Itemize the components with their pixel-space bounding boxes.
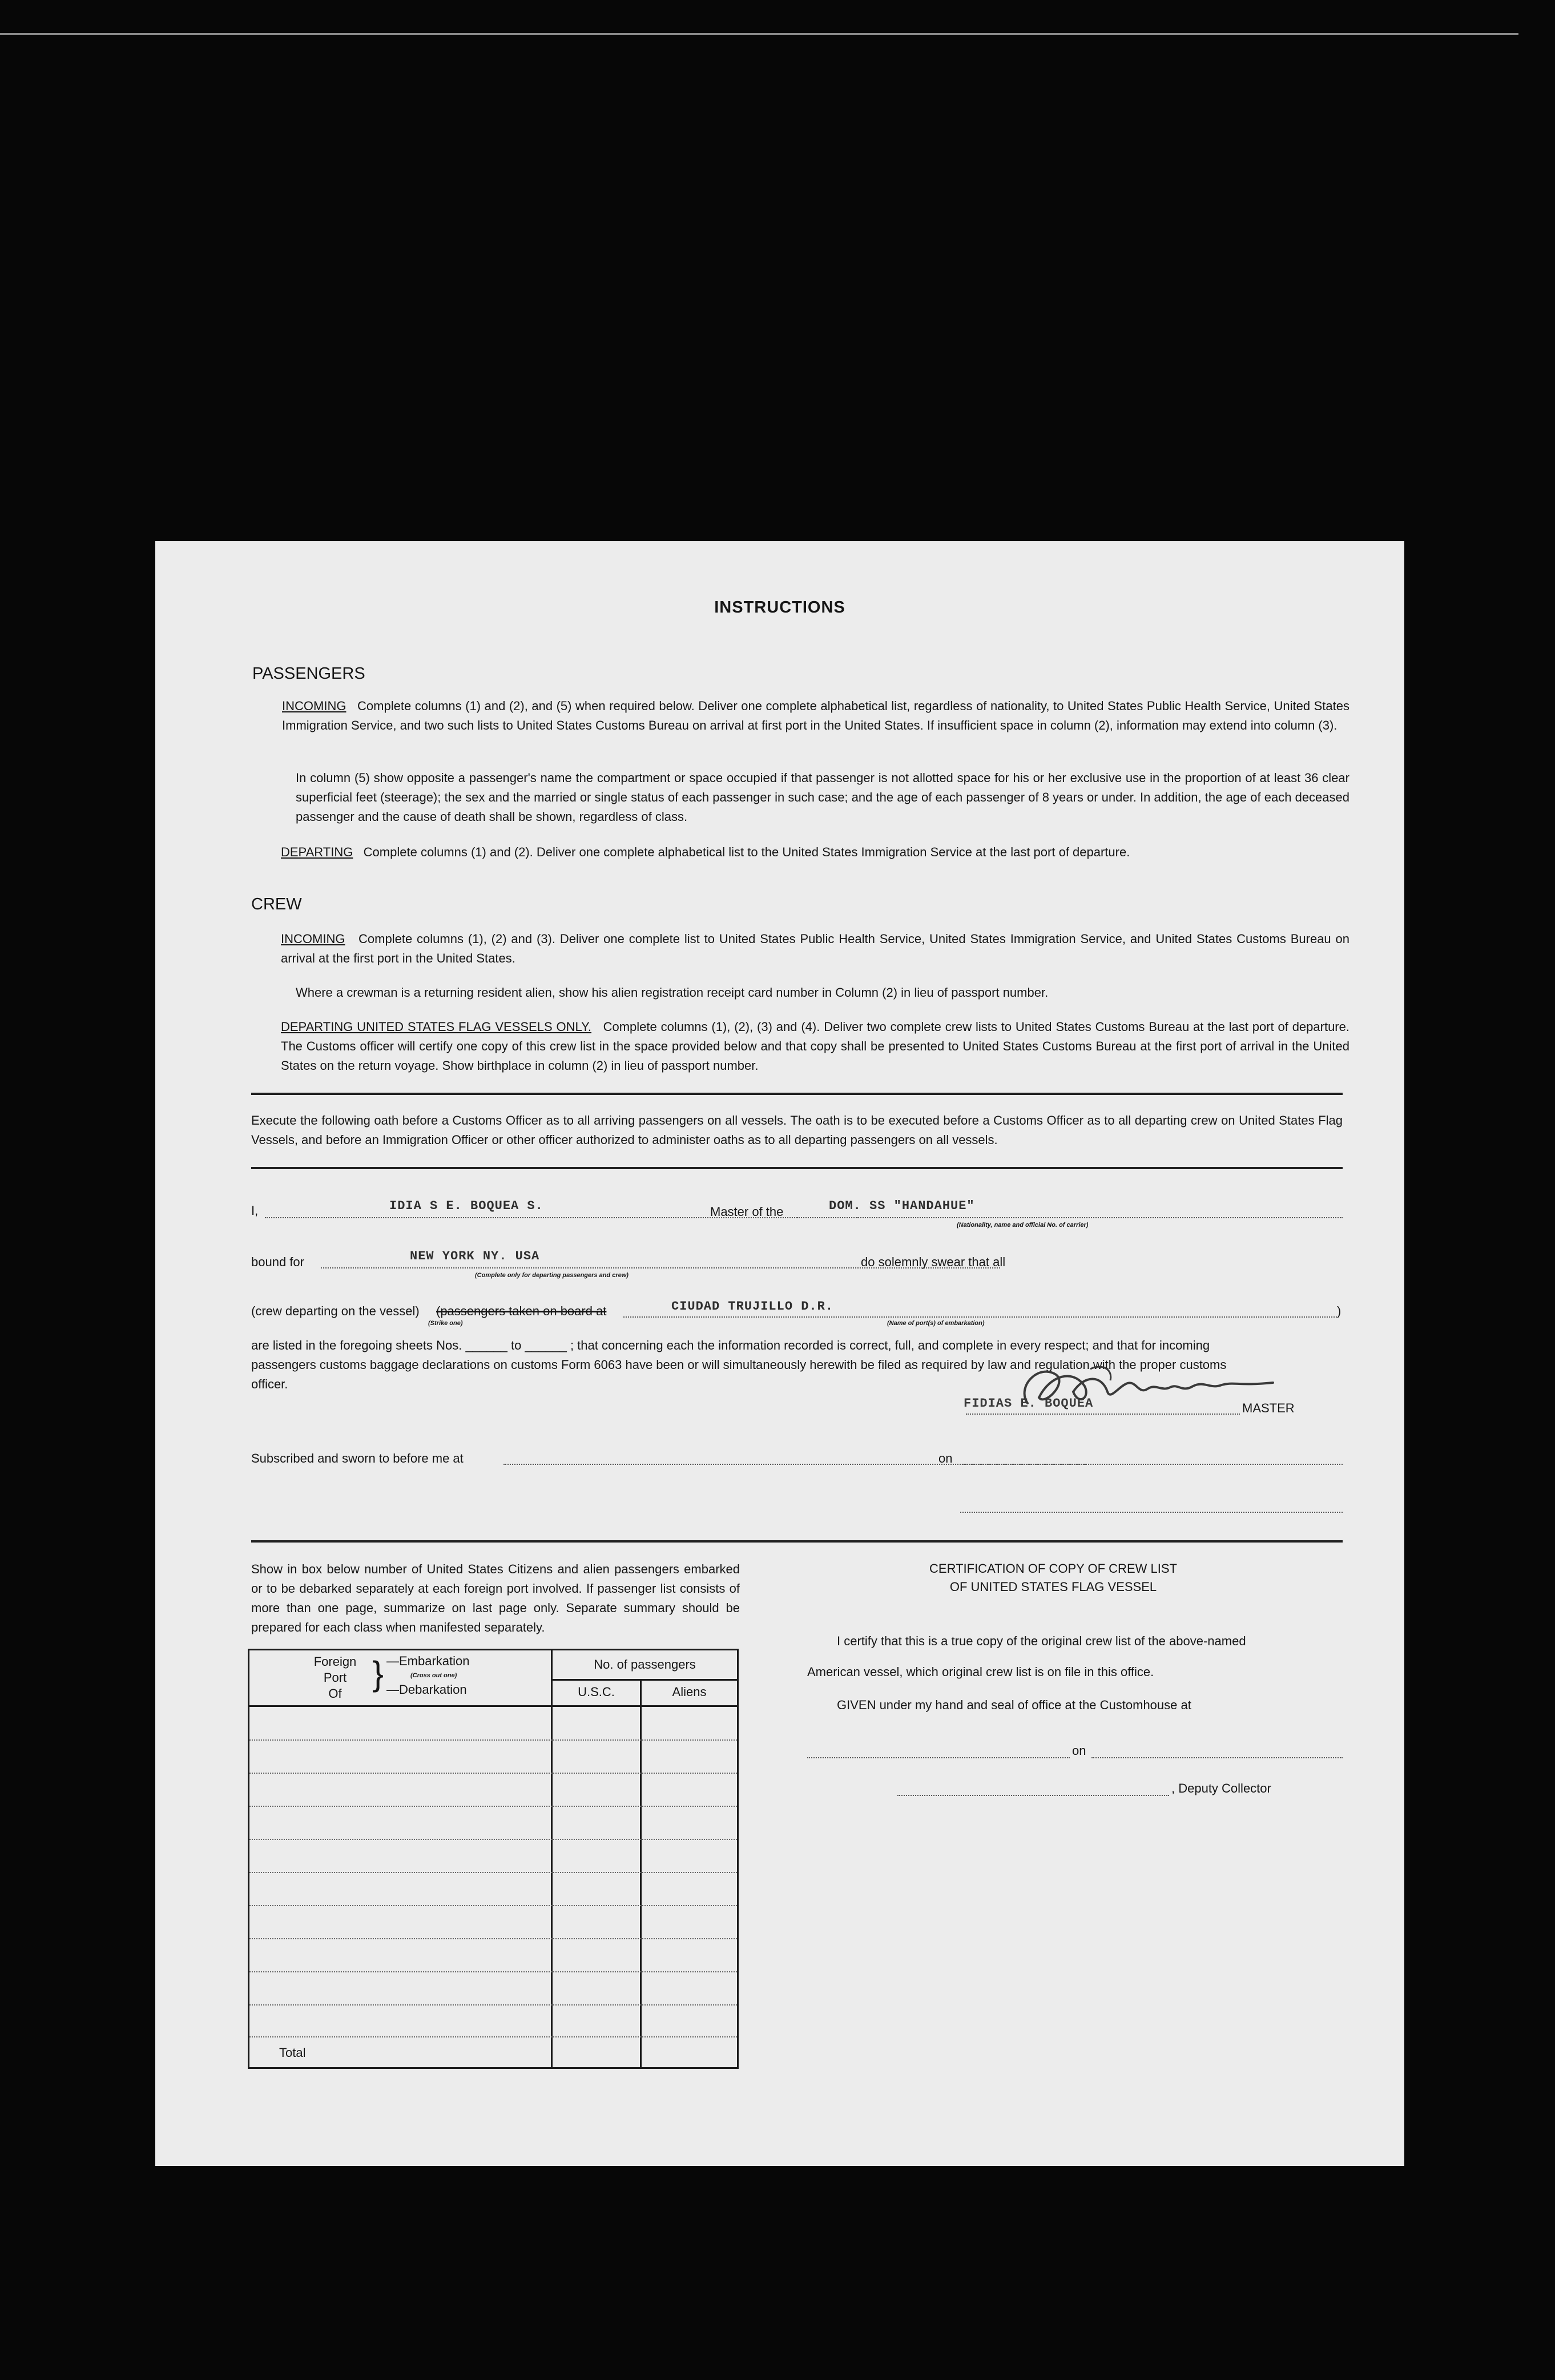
crew-alien-note: Where a crewman is a returning resident alien, show his alien registration receipt card number in Column (2) in lieu of passport number.	[296, 985, 1049, 1000]
divider	[251, 1093, 1343, 1095]
divider	[251, 1540, 1343, 1543]
table-row-line	[249, 1905, 737, 1906]
summary-instruction: Show in box below number of United States Citizens and alien passengers embarked or to be debarked separately at each foreign port involved. If passenger list consists of more than one page, summarize on last page only. Separate summary should be prepared for each class when manifested separately.	[251, 1562, 740, 1634]
officer-line	[960, 1512, 1343, 1513]
vessel-value: DOM. SS "HANDAHUE"	[829, 1199, 975, 1213]
passengers-departing	[281, 843, 1348, 862]
table-header-rule	[249, 1705, 737, 1707]
oath-i-label: I,	[251, 1203, 259, 1218]
passengers-incoming-text: Complete columns (1) and (2), and (5) when required below. Deliver one complete alphabetical list, regardless of nationality, to United States Public Health Service, United States Immigration Service, and two such lists to United States Customs Bureau on arrival at first port in the United States. If insufficient space in column (2), information may extend into column (3).	[282, 699, 1349, 732]
table-brace: }	[372, 1654, 384, 1693]
passengers-column5: In column (5) show opposite a passenger's name the compartment or space occupied if that passenger is not allotted space for his or her exclusive use in the proportion of at least 36 clear superficial feet (steerage); the sex and the married or single status of each passenger in such case; and the age of each passenger of 8 years or under. In addition, the age of each deceased passenger and the cause of death shall be shown, regardless of class.	[296, 771, 1349, 824]
table-col1-of: Of	[328, 1686, 342, 1701]
passenger-summary-table	[248, 1649, 739, 2069]
divider	[251, 1167, 1343, 1169]
certification-text-1: I certify that this is a true copy of the original crew list of the above-named	[837, 1634, 1246, 1648]
table-usc-header: U.S.C.	[578, 1685, 615, 1699]
master-sig-line	[966, 1413, 1240, 1415]
certification-on-label: on	[1072, 1743, 1086, 1758]
listed-text-line-3: officer.	[251, 1377, 288, 1391]
swear-label: do solemnly swear that all	[861, 1255, 1006, 1269]
port-hint: (Name of port(s) of embarkation)	[887, 1320, 985, 1327]
master-of-label: Master of the	[710, 1205, 784, 1219]
oath-instruction: Execute the following oath before a Customs Officer as to all arriving passengers on all vessels. The oath is to be executed before a Customs Officer as to all departing crew on United States Flag Vessels, and before an Immigration Officer or other officer authorized to administer oaths as to all departing passengers on all vessels.	[251, 1113, 1343, 1147]
crew-departing-label: (crew departing on the vessel)	[251, 1304, 420, 1318]
crew-incoming-text: Complete columns (1), (2) and (3). Deliver one complete list to United States Public Health Service, United States Immigration Service, and United States Customs Bureau on arrival at the first port in the United States.	[281, 932, 1349, 965]
vessel-hint: (Nationality, name and official No. of carrier)	[957, 1222, 1089, 1229]
table-debarkation: —Debarkation	[386, 1682, 467, 1697]
port-line	[623, 1316, 1337, 1318]
table-row-line	[249, 1773, 737, 1774]
master-label: MASTER	[1242, 1401, 1295, 1415]
passengers-departing-label: DEPARTING	[281, 845, 353, 859]
crew-heading: CREW	[251, 895, 302, 913]
master-name-value: IDIA S E. BOQUEA S.	[389, 1199, 543, 1213]
certification-text-2: American vessel, which original crew list is on file in this office.	[807, 1665, 1154, 1679]
crew-departing	[281, 1017, 1349, 1076]
crew-incoming	[281, 929, 1349, 968]
listed-text-line-2: passengers customs baggage declarations on customs Form 6063 have been or will simultaneously herewith be filed as required by law and regulation with the proper customs	[251, 1358, 1227, 1372]
table-row-line	[249, 1806, 737, 1807]
certification-heading-2: OF UNITED STATES FLAG VESSEL	[949, 1580, 1157, 1594]
table-cross-out-hint: (Cross out one)	[410, 1672, 457, 1679]
passengers-incoming	[282, 696, 1349, 735]
table-row-line	[249, 1938, 737, 1939]
close-paren: )	[1337, 1304, 1342, 1318]
passengers-departing-text: Complete columns (1) and (2). Deliver one complete alphabetical list to the United States Immigration Service at the last port of departure.	[363, 845, 1130, 859]
table-row-line	[249, 1739, 737, 1741]
table-col-divider	[640, 1679, 642, 2067]
table-no-passengers-header: No. of passengers	[594, 1657, 696, 1672]
port-value: CIUDAD TRUJILLO D.R.	[671, 1299, 834, 1314]
table-row-line	[249, 1839, 737, 1840]
table-col1-port: Port	[323, 1670, 347, 1685]
crew-departing-label: DEPARTING UNITED STATES FLAG VESSELS ONLY.	[281, 1020, 592, 1034]
crew-incoming-label: INCOMING	[281, 932, 345, 946]
customhouse-line	[807, 1757, 1070, 1758]
subscribed-on-label: on	[938, 1451, 953, 1465]
table-row-line	[249, 2036, 737, 2037]
deputy-collector-label: , Deputy Collector	[1171, 1781, 1271, 1795]
bound-for-value: NEW YORK NY. USA	[410, 1249, 540, 1263]
document-page	[155, 541, 1404, 2166]
table-col1-foreign: Foreign	[313, 1654, 357, 1669]
scan-edge-line	[0, 33, 1518, 35]
passengers-heading: PASSENGERS	[252, 665, 365, 683]
crew-departing-text: Complete columns (1), (2), (3) and (4). Deliver two complete crew lists to United States Customs Bureau at the last port of departure. The Customs officer will certify one copy of this crew list in the space provided below and that copy shall be presented to United States Customs Bureau at the first port of arrival in the United States on the return voyage. Show birthplace in column (2) in lieu of passport number.	[281, 1020, 1349, 1073]
table-row-line	[249, 1872, 737, 1873]
table-header-split	[551, 1679, 737, 1681]
vessel-line	[797, 1217, 1343, 1218]
passengers-incoming-label: INCOMING	[282, 699, 347, 713]
table-col1-header	[301, 1654, 369, 1702]
listed-text-line-1: are listed in the foregoing sheets Nos. ______ to ______ ; that concerning each the information recorded is correct, full, and complete in every respect; and that for incoming	[251, 1338, 1210, 1352]
certification-heading	[776, 1560, 1330, 1596]
certification-date-line	[1091, 1757, 1343, 1758]
strike-hint: (Strike one)	[428, 1320, 463, 1327]
table-row-line	[249, 1971, 737, 1972]
subscribed-label: Subscribed and sworn to before me at	[251, 1451, 464, 1465]
table-total-label: Total	[279, 2045, 306, 2060]
subscribed-date-line	[960, 1464, 1343, 1465]
table-aliens-header: Aliens	[672, 1685, 707, 1699]
bound-for-label: bound for	[251, 1255, 304, 1269]
bound-for-hint: (Complete only for departing passengers and crew)	[475, 1272, 629, 1279]
passengers-taken-label: (passengers taken on board at	[436, 1304, 607, 1318]
page-title: INSTRUCTIONS	[714, 598, 845, 617]
table-row-line	[249, 2004, 737, 2006]
certification-heading-1: CERTIFICATION OF COPY OF CREW LIST	[929, 1561, 1177, 1576]
certification-text-3: GIVEN under my hand and seal of office at the Customhouse at	[837, 1698, 1191, 1712]
table-embarkation: —Embarkation	[386, 1654, 470, 1668]
master-sig-typed: FIDIAS E. BOQUEA	[964, 1396, 1094, 1411]
deputy-collector-line	[897, 1795, 1169, 1796]
